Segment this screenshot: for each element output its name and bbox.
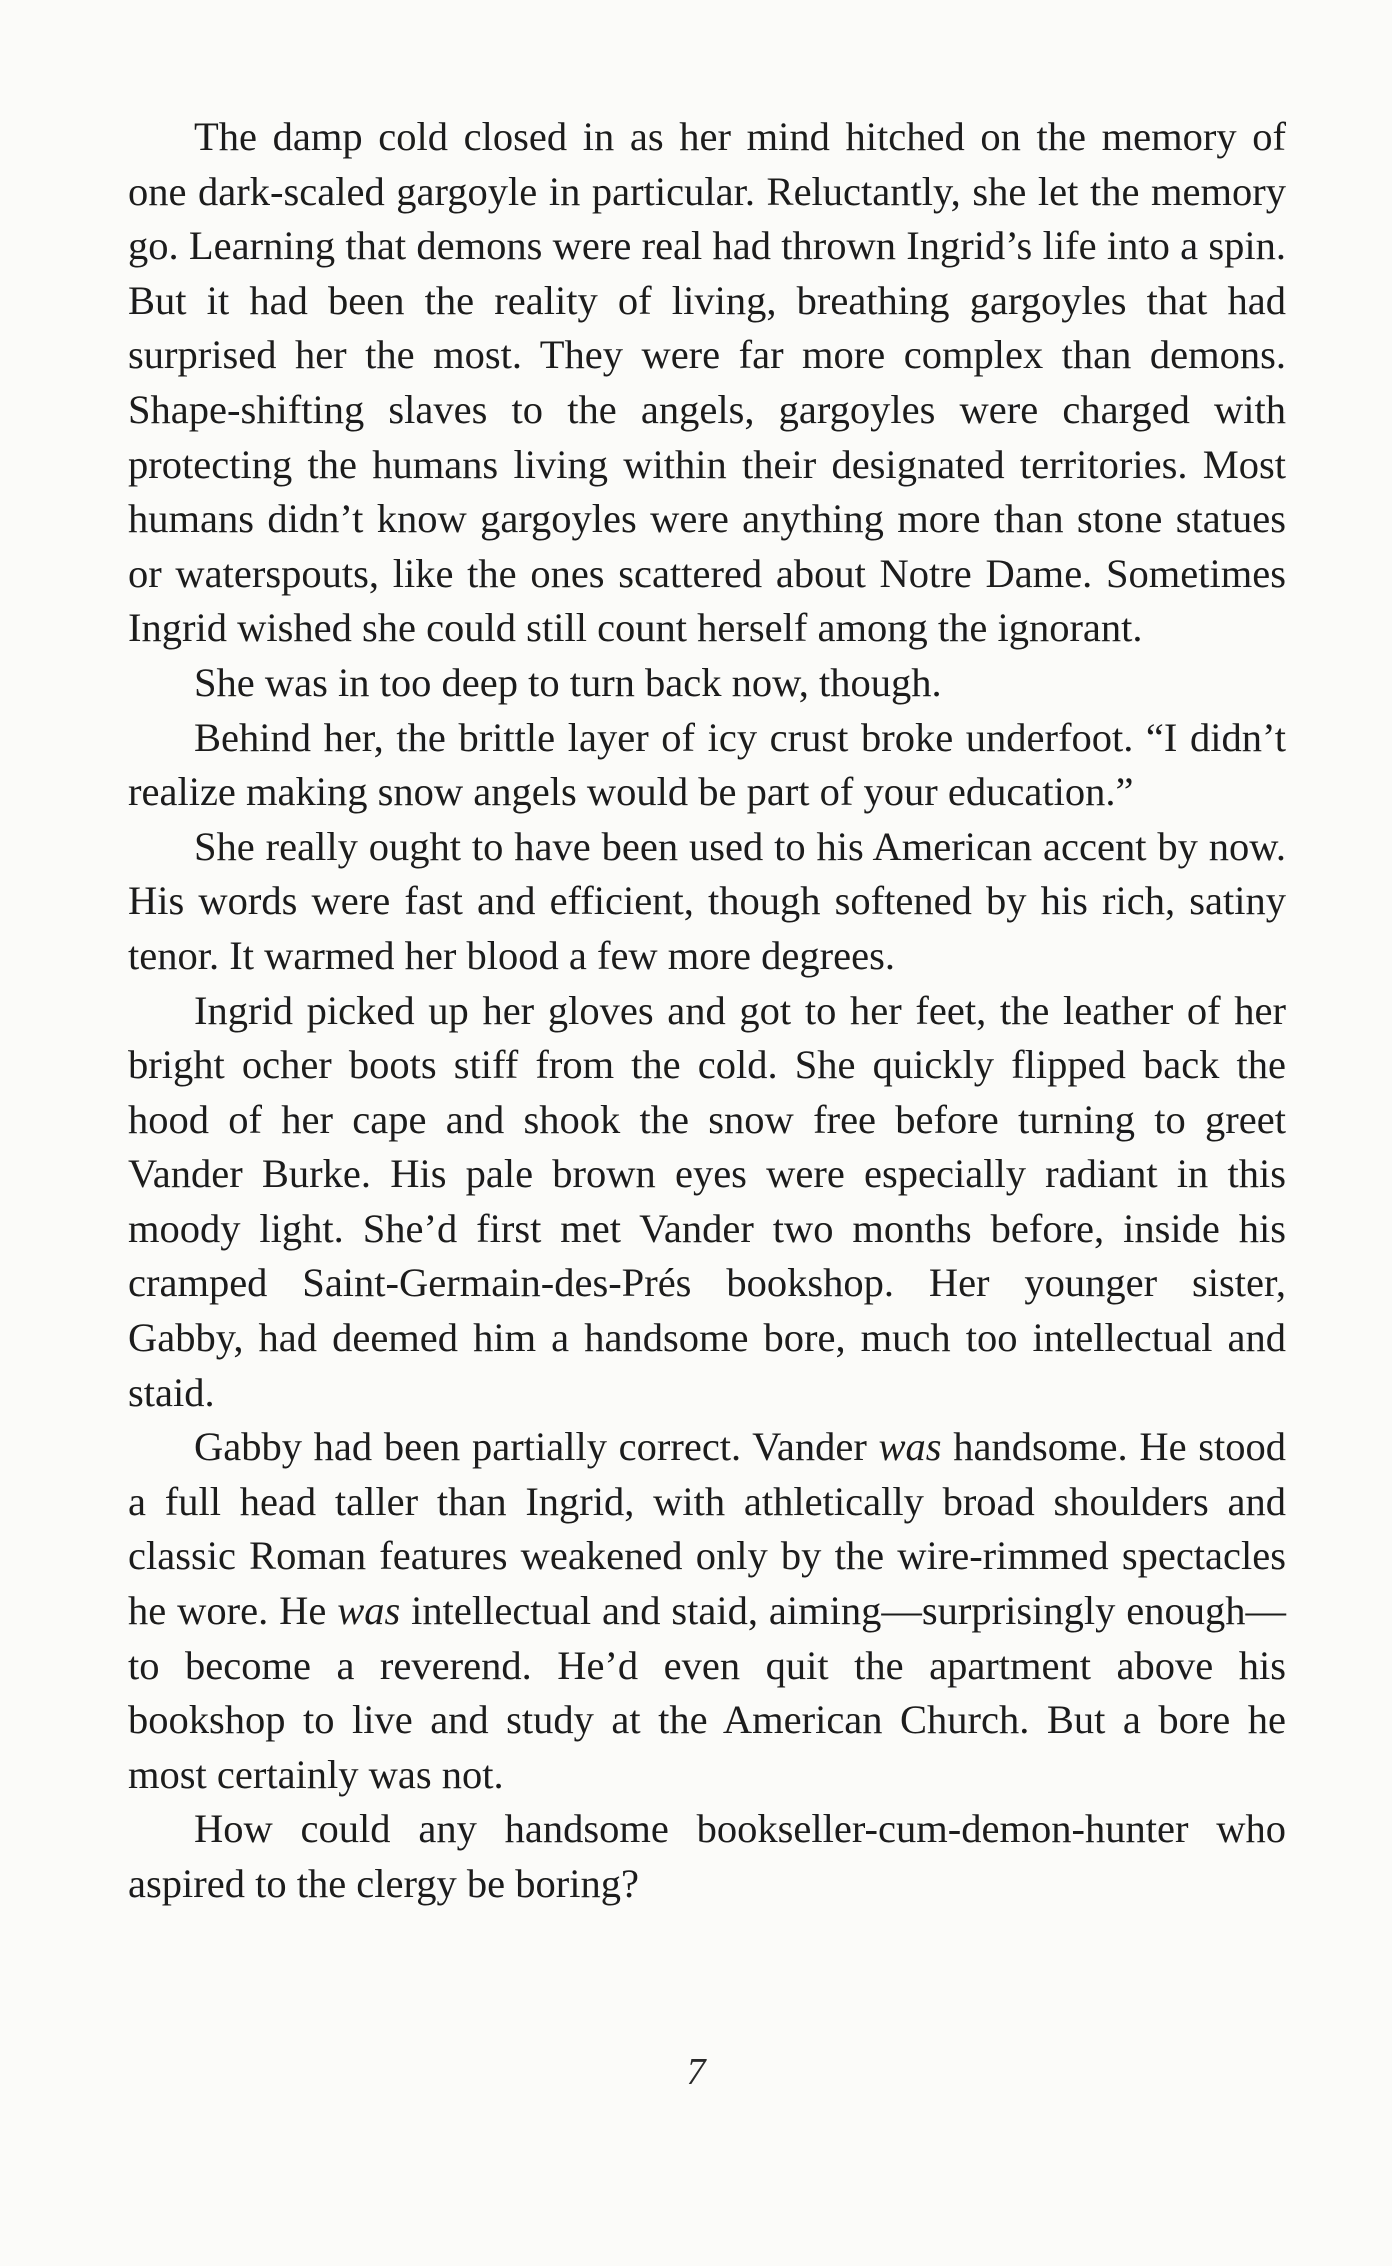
text-segment: intellectual and staid, aiming—surprisingly enough—to become a reverend. He’d even quit the apartment above his bookshop to live and study at the American Church. But a bore he most certainly was not. xyxy=(128,1588,1286,1797)
text-segment: Gabby had been partially correct. Vander xyxy=(194,1424,879,1470)
text-segment: She really ought to have been used to his American accent by now. His words were fast and efficient, though softened by his rich, satiny tenor. It warmed her blood a few more degrees. xyxy=(128,823,1286,978)
paragraph xyxy=(128,1420,1286,1802)
page-number: 7 xyxy=(686,2051,706,2093)
italic-emphasis: was xyxy=(337,1588,401,1634)
text-segment: Ingrid picked up her gloves and got to her feet, the leather of her bright ocher boots stiff from the cold. She quickly flipped back the hood of her cape and shook the snow free before turning to greet Vander Burke. His pale brown eyes were especially radiant in this moody light. She’d first met Vander two months before, inside his cramped Saint-Germain-des-Prés bookshop. Her younger sister, Gabby, had deemed him a handsome bore, much too intellectual and staid. xyxy=(128,987,1286,1415)
text-segment: How could any handsome bookseller-cum-demon-hunter who aspired to the clergy be boring? xyxy=(128,1806,1286,1906)
text-segment: handsome. He stood a full head taller than Ingrid, with athletically broad shoulders and classic Roman features weakened only by the wire-rimmed spectacles he wore. He xyxy=(128,1424,1287,1634)
paragraph xyxy=(128,1802,1286,1911)
body-text xyxy=(128,110,1286,1912)
paragraph xyxy=(128,984,1286,1421)
italic-emphasis: was xyxy=(878,1424,942,1470)
paragraph xyxy=(128,110,1286,656)
paragraph xyxy=(128,820,1286,984)
text-segment: She was in too deep to turn back now, though. xyxy=(194,659,942,705)
paragraph xyxy=(128,656,1286,711)
paragraph xyxy=(128,711,1286,820)
text-segment: The damp cold closed in as her mind hitched on the memory of one dark-scaled gargoyle in particular. Reluctantly, she let the memory go. Learning that demons were real had thrown Ingrid’s life into a spin. But it had been the reality of living, breathing gargoyles that had surprised her the most. They were far more complex than demons. Shape-shifting slaves to the angels, gargoyles were charged with protecting the humans living within their designated territories. Most humans didn’t know gargoyles were anything more than stone statues or waterspouts, like the ones scattered about Notre Dame. Sometimes Ingrid wished she could still count herself among the ignorant. xyxy=(128,114,1286,651)
text-segment: Behind her, the brittle layer of icy crust broke underfoot. “I didn’t realize making snow angels would be part of your education.” xyxy=(128,714,1286,815)
